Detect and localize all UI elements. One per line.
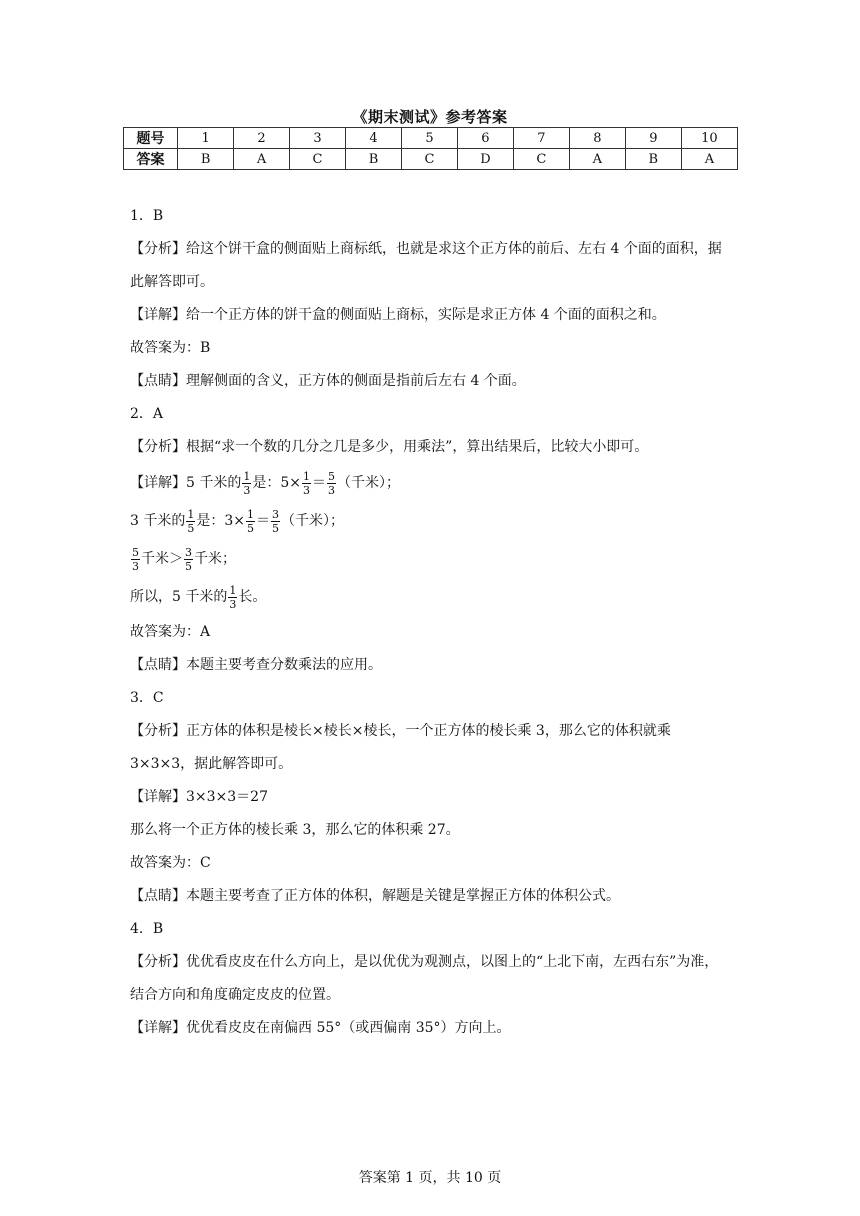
table-cell: 1 — [178, 128, 234, 149]
numerator: 1 — [247, 507, 254, 521]
table-row — [124, 149, 738, 170]
q4-analysis: 【分析】优优看皮皮在什么方向上，是以优优为观测点，以图上的“上北下南，左西右东”为准，结合方向和角度确定皮皮的位置。 — [130, 954, 719, 1003]
table-cell: 2 — [234, 128, 290, 149]
q3-answer: 故答案为：C — [130, 855, 211, 871]
q3-heading: 3．C — [130, 690, 164, 706]
denominator: 5 — [185, 559, 192, 573]
page-footer: 答案第 1 页，共 10 页 — [358, 1170, 502, 1186]
text: 3 千米的 — [130, 513, 186, 529]
table-cell: D — [457, 149, 513, 170]
numerator: 5 — [132, 545, 139, 559]
q2-detail-line1 — [130, 464, 730, 502]
text: 是：3× — [196, 513, 245, 529]
answers-body — [130, 200, 730, 1045]
q1-analysis: 【分析】给这个饼干盒的侧面贴上商标纸，也就是求这个正方体的前后、左右 4 个面的面积，据此解答即可。 — [130, 241, 722, 290]
numerator: 3 — [185, 545, 192, 559]
q3-detail2: 那么将一个正方体的棱长乘 3，那么它的体积乘 27。 — [130, 822, 460, 838]
q1-heading: 1．B — [130, 208, 164, 224]
numerator: 3 — [272, 507, 279, 521]
table-cell: 10 — [681, 128, 737, 149]
denominator: 3 — [132, 559, 139, 573]
table-header-answer: 答案 — [124, 149, 178, 170]
denominator: 3 — [243, 483, 251, 497]
table-cell: 5 — [401, 128, 457, 149]
text: 是：5× — [252, 475, 301, 491]
fraction — [228, 584, 237, 611]
table-cell: C — [401, 149, 457, 170]
table-cell: 4 — [346, 128, 402, 149]
q2-detail-line2 — [130, 502, 730, 540]
q1-answer: 故答案为：B — [130, 340, 211, 356]
numerator: 1 — [229, 583, 237, 597]
fraction — [186, 508, 195, 535]
table-cell: B — [625, 149, 681, 170]
fraction — [242, 470, 251, 497]
text: 【详解】5 千米的 — [130, 475, 242, 491]
table-cell: 7 — [513, 128, 569, 149]
text: ＝ — [256, 513, 270, 529]
table-cell: 8 — [569, 128, 625, 149]
fraction — [131, 546, 140, 573]
answer-table — [123, 127, 738, 170]
fraction — [271, 508, 280, 535]
q3-analysis: 【分析】正方体的体积是棱长×棱长×棱长，一个正方体的棱长乘 3，那么它的体积就乘 3×3×3，据此解答即可。 — [130, 723, 671, 772]
table-header-number: 题号 — [124, 128, 178, 149]
q3-comment: 【点睛】本题主要考查了正方体的体积，解题是关键是掌握正方体的体积公式。 — [130, 888, 620, 904]
fraction — [246, 508, 255, 535]
numerator: 1 — [243, 469, 251, 483]
q2-comment: 【点睛】本题主要考查分数乘法的应用。 — [130, 657, 382, 673]
table-cell: B — [346, 149, 402, 170]
table-cell: C — [513, 149, 569, 170]
fraction — [302, 470, 311, 497]
numerator: 1 — [187, 507, 195, 521]
table-cell: A — [569, 149, 625, 170]
q2-detail-line4 — [130, 578, 730, 616]
q1-comment: 【点睛】理解侧面的含义，正方体的侧面是指前后左右 4 个面。 — [130, 373, 526, 389]
text: 千米＞ — [141, 551, 183, 567]
text: 千米； — [194, 551, 236, 567]
numerator: 1 — [303, 469, 310, 483]
q1-detail: 【详解】给一个正方体的饼干盒的侧面贴上商标，实际是求正方体 4 个面的面积之和。 — [130, 307, 666, 323]
table-cell: A — [234, 149, 290, 170]
table-cell: 3 — [290, 128, 346, 149]
q2-heading: 2．A — [130, 406, 164, 422]
denominator: 5 — [272, 521, 279, 535]
table-row — [124, 128, 738, 149]
table-cell: A — [681, 149, 737, 170]
denominator: 3 — [303, 483, 310, 497]
denominator: 3 — [328, 483, 335, 497]
text: 所以，5 千米的 — [130, 589, 228, 605]
q2-detail-line3 — [130, 540, 730, 578]
q2-answer: 故答案为：A — [130, 624, 211, 640]
fraction — [184, 546, 193, 573]
numerator: 5 — [328, 469, 335, 483]
q2-analysis: 【分析】根据“求一个数的几分之几是多少，用乘法”，算出结果后，比较大小即可。 — [130, 439, 649, 455]
text: （千米）； — [281, 513, 344, 529]
text: 长。 — [238, 589, 267, 605]
denominator: 5 — [247, 521, 254, 535]
q4-detail: 【详解】优优看皮皮在南偏西 55°（或西偏南 35°）方向上。 — [130, 1020, 511, 1036]
table-cell: C — [290, 149, 346, 170]
table-cell: 9 — [625, 128, 681, 149]
text: （千米）； — [337, 475, 400, 491]
fraction — [327, 470, 336, 497]
q4-heading: 4．B — [130, 921, 164, 937]
table-cell: B — [178, 149, 234, 170]
page-title: 《期末测试》参考答案 — [352, 108, 508, 126]
denominator: 5 — [187, 521, 195, 535]
table-cell: 6 — [457, 128, 513, 149]
q3-detail: 【详解】3×3×3＝27 — [130, 789, 268, 805]
denominator: 3 — [229, 597, 237, 611]
text: ＝ — [312, 475, 326, 491]
